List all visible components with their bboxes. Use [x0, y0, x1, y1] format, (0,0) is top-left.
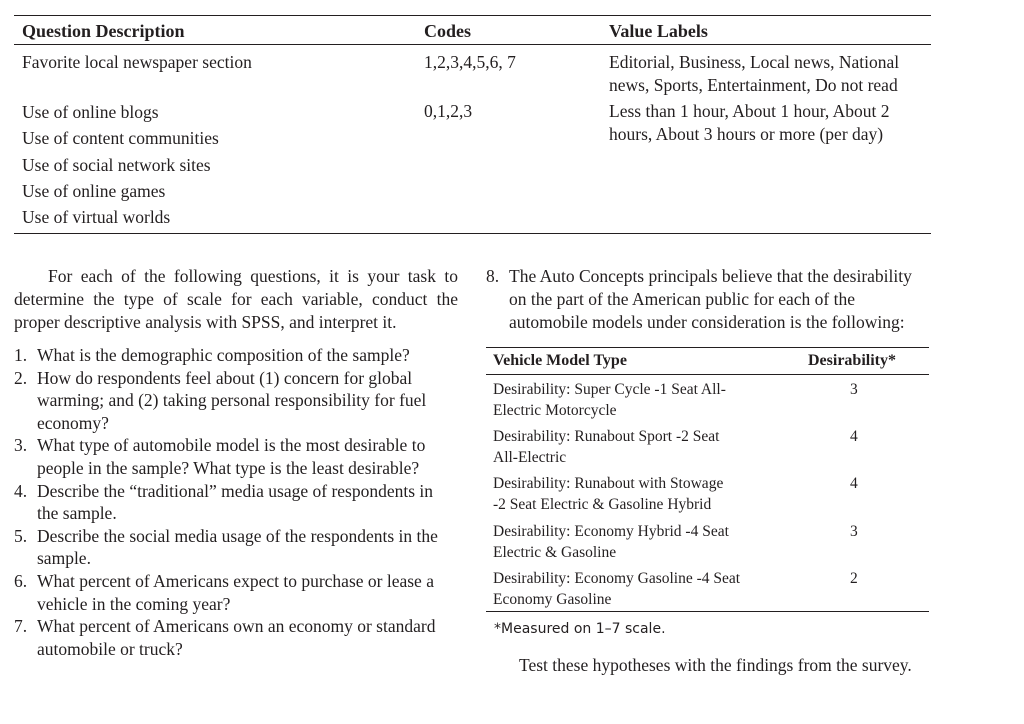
desirability-value: 2	[850, 569, 858, 587]
vehicle-model-label	[493, 426, 773, 468]
row2-value-labels	[609, 100, 890, 146]
question-text: Describe the “traditional” media usage of respondents in the sample.	[37, 480, 434, 524]
table-body	[14, 45, 931, 233]
question-number: 7.	[14, 616, 28, 637]
question-item	[14, 480, 458, 525]
desirability-value: 3	[850, 381, 858, 398]
question-number: 8.	[486, 266, 500, 286]
vehicle-model-label	[493, 379, 773, 421]
vehicle-table-header	[486, 348, 929, 375]
desirability-value: 4	[850, 475, 858, 493]
question-item	[14, 344, 458, 367]
question-text: Describe the social media usage of the respondents in the sample.	[37, 525, 438, 569]
label-line: Desirability: Economy Hybrid -4 Seat	[493, 522, 729, 540]
header-value-labels: Value Labels	[609, 21, 708, 41]
question-item	[14, 525, 458, 570]
question-item	[14, 434, 458, 479]
question-number: 2.	[14, 367, 28, 388]
question-item	[14, 367, 458, 435]
row1-labels-line2: news, Sports, Entertainment, Do not read	[609, 75, 898, 95]
closing-sentence: Test these hypotheses with the findings from the survey.	[519, 655, 912, 675]
label-line: Electric Motorcycle	[493, 402, 617, 419]
table-row	[486, 517, 929, 564]
row2-labels-line1: Less than 1 hour, About 1 hour, About 2	[609, 101, 890, 121]
label-line: Desirability: Runabout Sport -2 Seat	[493, 428, 720, 446]
label-line: -2 Seat Electric & Gasoline Hybrid	[493, 496, 712, 514]
label-line: Desirability: Runabout with Stowage	[493, 475, 724, 493]
question-item	[14, 615, 458, 660]
table-row	[486, 375, 929, 422]
label-line: Economy Gasoline	[493, 590, 612, 608]
question-list	[14, 344, 458, 660]
table-row	[486, 564, 929, 611]
question-number: 1.	[14, 345, 28, 365]
header-codes: Codes	[424, 21, 472, 41]
question-number: 4.	[14, 480, 28, 501]
row2-description-item: Use of online blogs	[22, 102, 159, 122]
desirability-value: 3	[850, 522, 858, 540]
question-text: What type of automobile model is the most desirable to people in the sample? What type is the least desirable?	[37, 435, 426, 478]
label-line: Desirability: Super Cycle -1 Seat All-	[493, 381, 726, 398]
table-header-row	[14, 16, 931, 45]
header-desirability: Desirability*	[808, 352, 896, 369]
question-text: What is the demographic composition of the sample?	[37, 345, 410, 365]
row2-description-item: Use of social network sites	[22, 154, 211, 175]
label-line: Electric & Gasoline	[493, 543, 617, 561]
label-line: All-Electric	[493, 449, 567, 467]
row2-description-item: Use of online games	[22, 180, 166, 201]
vehicle-model-label	[493, 473, 773, 515]
header-vehicle-model-type: Vehicle Model Type	[493, 352, 627, 369]
question-text: What percent of Americans own an economy or standard automobile or truck?	[37, 616, 436, 659]
table-row	[486, 422, 929, 469]
row1-codes: 1,2,3,4,5,6, 7	[424, 52, 516, 72]
row2-codes: 0,1,2,3	[424, 101, 473, 121]
header-question-description: Question Description	[22, 21, 185, 41]
question-text: What percent of Americans expect to purchase or lease a vehicle in the coming year?	[37, 570, 434, 614]
intro-paragraph: For each of the following questions, it is your task to determine the type of scale for each variable, conduct the proper descriptive analysis with SPSS, and interpret it.	[14, 266, 458, 332]
table-footnote: *Measured on 1–7 scale.	[494, 621, 666, 637]
vehicle-model-label	[493, 521, 773, 563]
row1-labels-line1: Editorial, Business, Local news, National	[609, 52, 900, 72]
question-number: 5.	[14, 525, 28, 546]
question-text: The Auto Concepts principals believe that the desirability on the part of the American public for each of the automobile models under consideration is the following:	[509, 266, 912, 332]
row2-labels-line2: hours, About 3 hours or more (per day)	[609, 124, 884, 144]
question-item-8	[486, 265, 931, 334]
table-row	[486, 469, 929, 516]
row1-description: Favorite local newspaper section	[22, 52, 252, 72]
vehicle-desirability-table	[486, 347, 929, 612]
vehicle-model-label	[493, 568, 773, 610]
desirability-value: 4	[850, 428, 858, 446]
media-usage-table	[14, 15, 931, 234]
question-number: 3.	[14, 435, 28, 456]
question-item	[14, 570, 458, 615]
row2-description-item: Use of virtual worlds	[22, 207, 171, 228]
row2-description-item: Use of content communities	[22, 128, 219, 149]
row2-descriptions	[22, 99, 219, 230]
question-text: How do respondents feel about (1) concern for global warming; and (2) taking personal responsibility for fuel economy?	[37, 367, 427, 433]
label-line: Desirability: Economy Gasoline -4 Seat	[493, 569, 741, 587]
row1-value-labels	[609, 51, 899, 97]
question-number: 6.	[14, 570, 28, 591]
